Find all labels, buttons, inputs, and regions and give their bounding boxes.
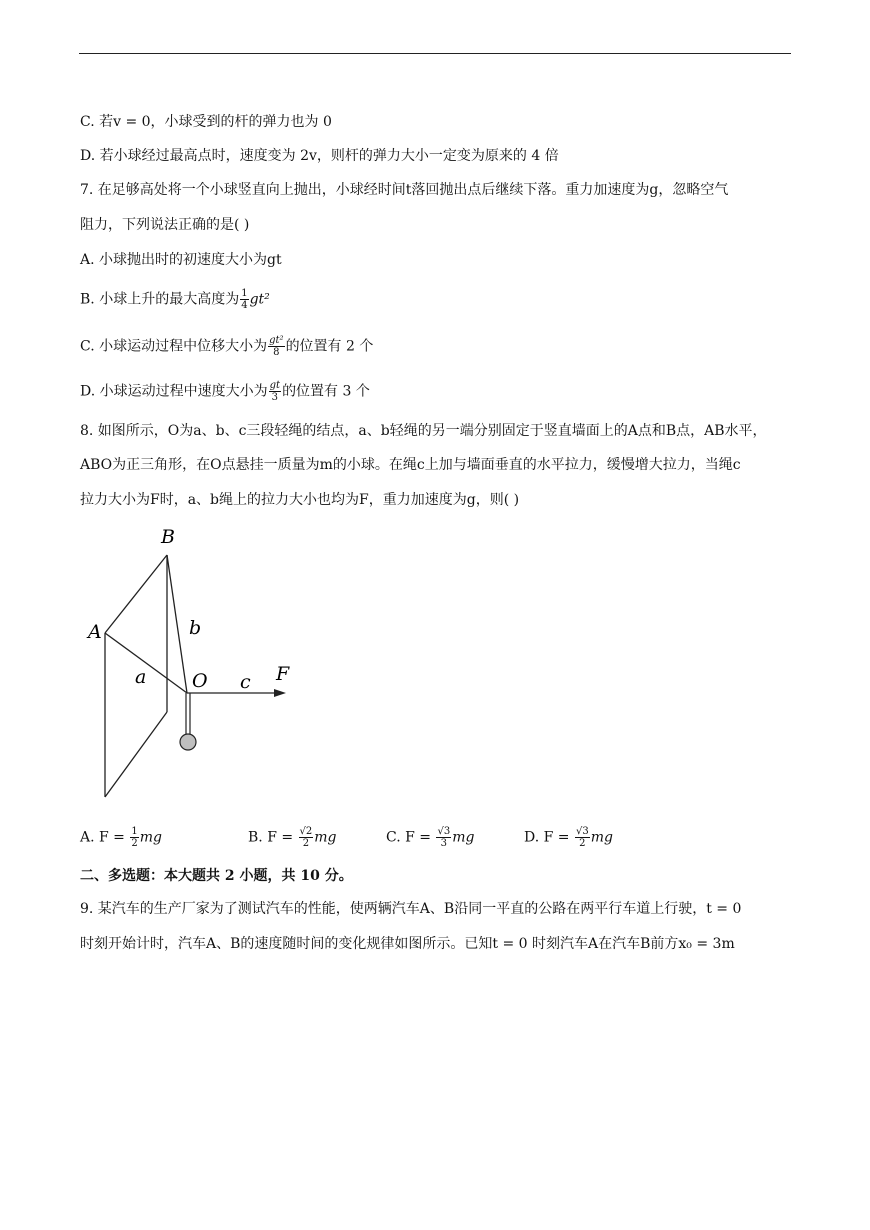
wall-top-edge — [105, 555, 167, 633]
q8-options — [80, 826, 780, 848]
label-b: b — [189, 617, 202, 639]
label-F: F — [276, 663, 290, 685]
force-arrowhead — [274, 689, 286, 697]
label-O: O — [192, 670, 208, 692]
label-a: a — [135, 666, 147, 688]
q8-stem-line3: 拉力大小为F时，a、b绳上的拉力大小也均为F，重力加速度为g，则( ) — [80, 492, 520, 508]
fraction: $\frac{\text{gt²}}{8}$ — [269, 335, 284, 358]
fraction: $\frac{√2}{2}$ — [299, 826, 313, 849]
section-heading: 二、多选题：本大题共 2 小题，共 10 分。 — [80, 868, 353, 884]
q8-figure — [80, 520, 310, 810]
q6-option-c: C. 若v = 0，小球受到的杆的弹力也为 0 — [80, 114, 332, 130]
label-A: A — [88, 621, 102, 643]
ball — [180, 734, 196, 750]
header-rule — [79, 53, 791, 54]
fraction: $\frac{√3}{2}$ — [575, 826, 589, 849]
q7-option-a: A. 小球抛出时的初速度大小为gt — [80, 252, 282, 268]
q8-stem-line2: ABO为正三角形，在O点悬挂一质量为m的小球。在绳c上加与墙面垂直的水平拉力，缓慢增大拉力，当绳c — [80, 457, 741, 473]
q8-stem-line1: 8. 如图所示，O为a、b、c三段轻绳的结点，a、b轻绳的另一端分别固定于竖直墙面上的A点和B点，AB水平， — [80, 423, 767, 439]
fraction: $\frac{1}{2}$ — [131, 826, 138, 849]
q8-option-a: A. F = $\frac{1}{2}$ mg — [80, 826, 162, 849]
q7-stem-line1: 7. 在足够高处将一个小球竖直向上抛出，小球经时间t落回抛出点后继续下落。重力加速度为g，忽略空气 — [80, 182, 729, 198]
q9-stem-line1: 9. 某汽车的生产厂家为了测试汽车的性能，使两辆汽车A、B沿同一平直的公路在两平行车道上行驶，t = 0 — [80, 901, 742, 917]
fraction: $\frac{1}{4}$ — [241, 288, 248, 311]
fraction: $\frac{gt}{3}$ — [269, 380, 281, 403]
q8-option-d: D. F = $\frac{√3}{2}$ mg — [524, 826, 613, 849]
q9-stem-line2: 时刻开始计时，汽车A、B的速度随时间的变化规律如图所示。已知t = 0 时刻汽车A在汽车B前方x₀ = 3m — [80, 936, 735, 952]
q6-option-d: D. 若小球经过最高点时，速度变为 2v，则杆的弹力大小一定变为原来的 4 倍 — [80, 148, 559, 164]
fraction: $\frac{√3}{3}$ — [437, 826, 451, 849]
q7-option-c: C. 小球运动过程中位移大小为 $\frac{\text{gt²}}{8}$ 的位置有 2 个 — [80, 335, 374, 358]
label-c: c — [240, 671, 251, 693]
q7-option-d: D. 小球运动过程中速度大小为 $\frac{gt}{3}$ 的位置有 3 个 — [80, 380, 370, 403]
wall-bottom-edge — [105, 712, 167, 797]
q7-stem-line2: 阻力，下列说法正确的是( ) — [80, 217, 250, 233]
q8-option-b: B. F = $\frac{√2}{2}$ mg — [248, 826, 337, 849]
label-B: B — [161, 526, 175, 548]
q8-option-c: C. F = $\frac{√3}{3}$ mg — [386, 826, 475, 849]
rope-b — [167, 555, 187, 693]
q7-option-b: B. 小球上升的最大高度为 $\frac{1}{4}$ gt² — [80, 288, 270, 311]
